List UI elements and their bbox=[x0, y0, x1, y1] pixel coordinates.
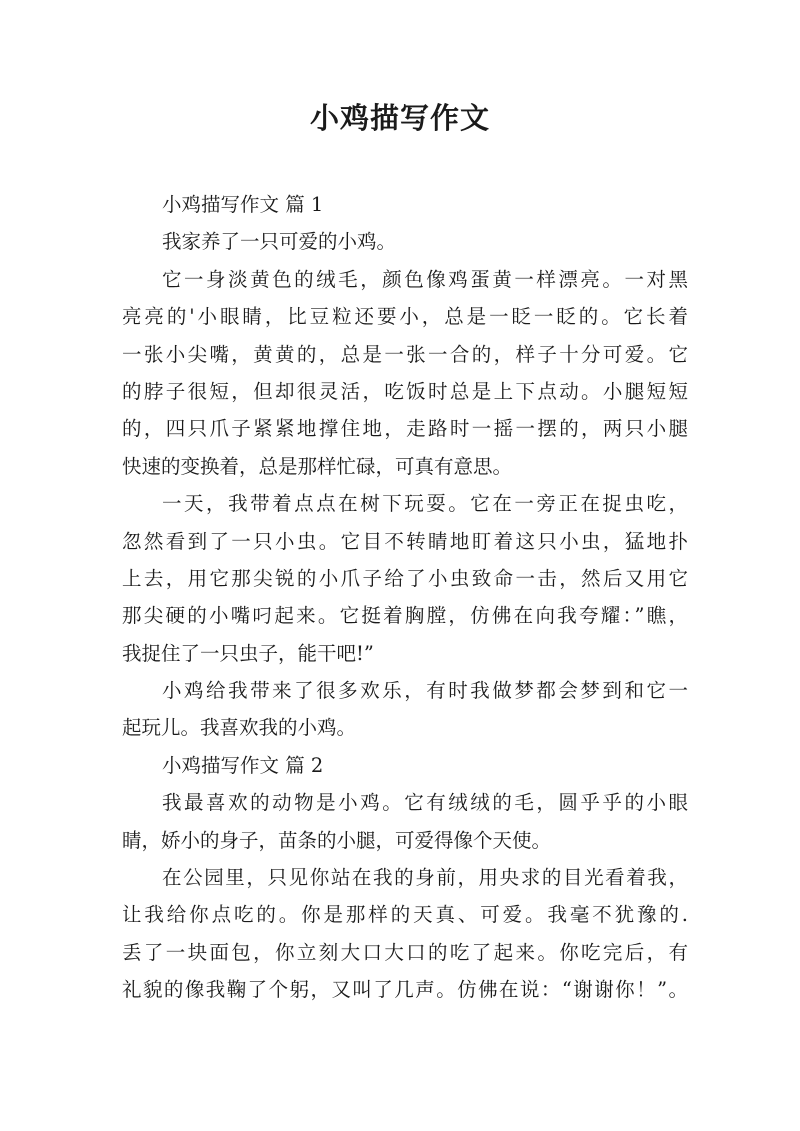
document-title: 小鸡描写作文 bbox=[309, 101, 490, 135]
paragraph-line: 我家养了一只可爱的小鸡。 bbox=[162, 230, 397, 254]
paragraph-line: 让我给你点吃的。你是那样的天真、可爱。我毫不犹豫的. bbox=[122, 903, 688, 927]
paragraph-line: 我捉住了一只虫子，能干吧!” bbox=[122, 641, 374, 665]
paragraph-line: 小鸡给我带来了很多欢乐，有时我做梦都会梦到和它一 bbox=[162, 679, 688, 703]
paragraph-line: 的，四只爪子紧紧地撑住地，走路时一摇一摆的，两只小腿 bbox=[122, 417, 688, 441]
paragraph-line: 我最喜欢的动物是小鸡。它有绒绒的毛，圆乎乎的小眼 bbox=[162, 791, 688, 815]
paragraph-line: 丢了一块面包，你立刻大口大口的吃了起来。你吃完后，有 bbox=[122, 940, 688, 964]
document-body bbox=[122, 186, 688, 1009]
paragraph-line: 忽然看到了一只小虫。它目不转睛地盯着这只小虫，猛地扑 bbox=[122, 529, 688, 553]
paragraph-line: 那尖硬的小嘴叼起来。它挺着胸膛，仿佛在向我夸耀：”瞧， bbox=[122, 604, 688, 628]
paragraph-line: 亮亮的'小眼睛，比豆粒还要小，总是一眨一眨的。它长着 bbox=[122, 305, 688, 329]
section-heading: 小鸡描写作文 篇 2 bbox=[162, 753, 324, 777]
paragraph-line: 睛，娇小的身子，苗条的小腿，可爱得像个天使。 bbox=[122, 828, 552, 852]
paragraph-line: 快速的变换着，总是那样忙碌，可真有意思。 bbox=[122, 454, 513, 478]
paragraph-line: 一天，我带着点点在树下玩耍。它在一旁正在捉虫吃， bbox=[162, 492, 688, 516]
paragraph-line: 一张小尖嘴，黄黄的，总是一张一合的，样子十分可爱。它 bbox=[122, 342, 688, 366]
paragraph-line: 礼貌的像我鞠了个躬，又叫了几声。仿佛在说：“谢谢你！”。 bbox=[122, 978, 688, 1002]
paragraph-line: 起玩儿。我喜欢我的小鸡。 bbox=[122, 716, 357, 740]
paragraph-line: 的脖子很短，但却很灵活，吃饭时总是上下点动。小腿短短 bbox=[122, 379, 688, 403]
paragraph-line: 在公园里，只见你站在我的身前，用央求的目光看着我， bbox=[162, 866, 688, 890]
paragraph-line: 它一身淡黄色的绒毛，颜色像鸡蛋黄一样漂亮。一对黑 bbox=[162, 267, 688, 291]
paragraph-line: 上去，用它那尖锐的小爪子给了小虫致命一击，然后又用它 bbox=[122, 566, 688, 590]
section-heading: 小鸡描写作文 篇 1 bbox=[162, 193, 324, 216]
